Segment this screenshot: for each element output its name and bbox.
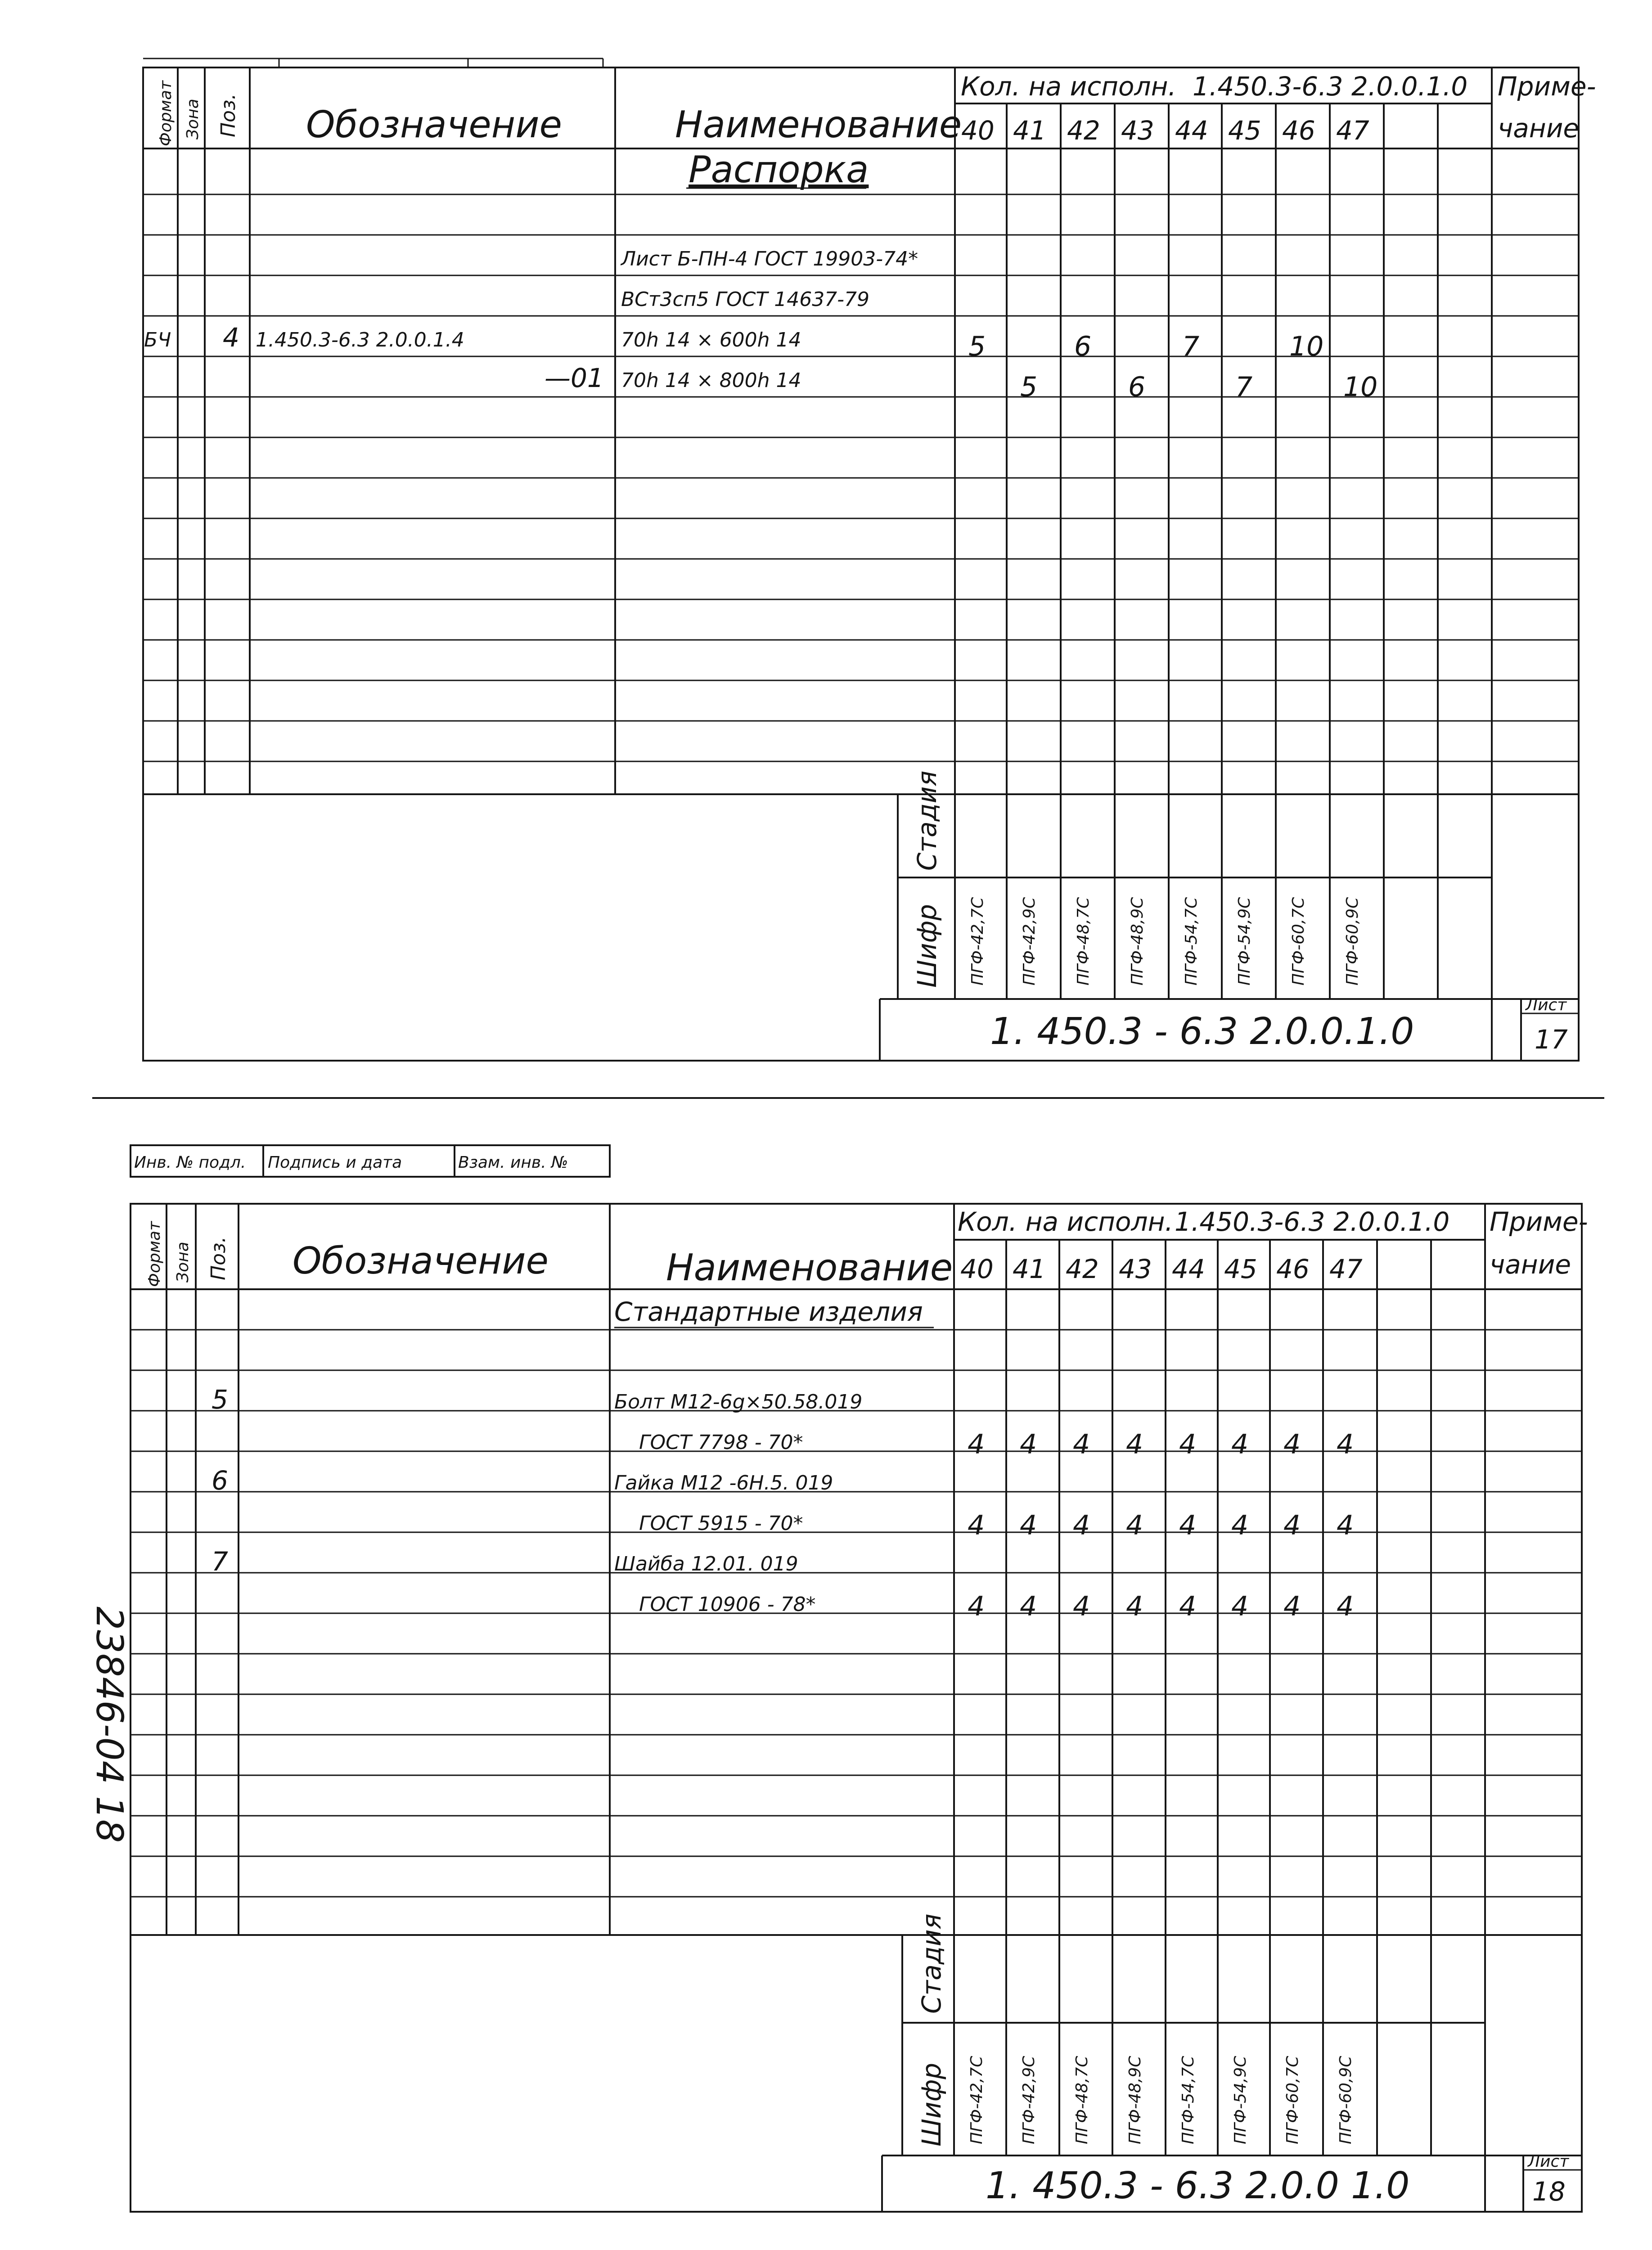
qty-cell: 6 (1074, 331, 1092, 362)
qty-doc-code: 1.450.3-6.3 2.0.0.1.0 (1175, 1206, 1450, 1237)
cipher-cell: ПГФ-42,9С (1020, 2056, 1038, 2144)
cipher-cell: ПГФ-48,7С (1073, 2056, 1091, 2144)
sheet-number: 18 (1532, 2176, 1566, 2207)
sheet-17-variant-columns (955, 104, 1438, 999)
cipher-cell: ПГФ-48,9С (1128, 897, 1147, 986)
variant-header-43: 43 (1119, 1254, 1152, 1284)
sheet-17-ciphers (968, 897, 1362, 986)
row-designation: —01 (545, 363, 604, 393)
qty-cell: 4 (1073, 1429, 1090, 1460)
cipher-cell: ПГФ-42,9С (1020, 897, 1039, 986)
section-title: Стандартные изделия (614, 1296, 923, 1327)
row-name: 70h 14 × 600h 14 (621, 328, 801, 351)
variant-header-44: 44 (1172, 1254, 1205, 1284)
row-name: Болт М12-6g×50.58.019 (614, 1390, 863, 1413)
row-name: Шайба 12.01. 019 (614, 1552, 798, 1575)
section-title: Распорка (689, 148, 869, 191)
qty-cell: 10 (1343, 371, 1378, 403)
qty-cell: 7 (1182, 331, 1200, 362)
name-header: Наименование (666, 1246, 953, 1289)
side-stamp: 23846-04 18 (88, 1606, 131, 1843)
qty-cell: 4 (1283, 1591, 1301, 1622)
sheet-18-variant-headers (960, 1254, 1363, 1284)
sheet-17-variant-headers (961, 115, 1369, 146)
cipher-cell: ПГФ-54,9С (1235, 897, 1254, 986)
row-name: Лист Б-ПН-4 ГОСТ 19903-74* (621, 248, 918, 270)
qty-cell: 4 (1231, 1429, 1249, 1460)
cipher-cell: ПГФ-60,9С (1337, 2056, 1355, 2144)
cipher-cell: ПГФ-42,7С (968, 897, 987, 986)
qty-cell: 4 (968, 1429, 985, 1460)
cipher-cell: ПГФ-60,7С (1289, 897, 1308, 986)
sheet-18-quantities (968, 1429, 1354, 1622)
note-header-2: чание (1498, 113, 1580, 144)
cipher-cell: ПГФ-48,9С (1126, 2056, 1144, 2144)
variant-header-40: 40 (961, 115, 995, 146)
format-header: Формат (145, 1221, 164, 1287)
pos-header: Поз. (217, 93, 240, 137)
sheet-18-frame (131, 1204, 1582, 2212)
cipher-cell: ПГФ-60,7С (1283, 2056, 1302, 2144)
stage-label: Стадия (912, 770, 942, 871)
qty-cell: 4 (1020, 1510, 1037, 1541)
variant-header-47: 47 (1336, 115, 1369, 146)
sheet-17 (143, 58, 1596, 1061)
qty-cell: 4 (1073, 1510, 1090, 1541)
name-header: Наименование (675, 104, 962, 146)
qty-cell: 4 (968, 1510, 985, 1541)
sheet-label: Лист (1528, 2152, 1569, 2171)
cipher-cell: ПГФ-54,7С (1182, 897, 1201, 986)
qty-cell: 4 (968, 1591, 985, 1622)
stamp-replace-label: Взам. инв. № (458, 1153, 568, 1172)
sheet-17-quantities (968, 331, 1377, 403)
variant-header-41: 41 (1013, 115, 1046, 146)
stamp-sign-label: Подпись и дата (268, 1153, 402, 1172)
qty-cell: 4 (1126, 1429, 1143, 1460)
zone-header: Зона (174, 1242, 192, 1282)
variant-header-43: 43 (1121, 115, 1154, 146)
variant-header-45: 45 (1228, 115, 1261, 146)
sheet-18 (88, 1145, 1588, 2212)
row-name: ГОСТ 10906 - 78* (639, 1593, 816, 1616)
cipher-cell: ПГФ-54,9С (1231, 2056, 1250, 2144)
sheet-17-frame (143, 68, 1579, 1061)
note-header-2: чание (1490, 1249, 1571, 1280)
row-format: БЧ (144, 328, 171, 351)
cipher-label: Шифр (916, 2062, 947, 2146)
row-name: Гайка М12 -6Н.5. 019 (614, 1472, 833, 1494)
sheet-18-ciphers (968, 2056, 1355, 2144)
variant-header-47: 47 (1329, 1254, 1363, 1284)
stage-label: Стадия (916, 1913, 947, 2014)
variant-header-42: 42 (1067, 115, 1100, 146)
qty-doc-code: 1.450.3-6.3 2.0.0.1.0 (1193, 71, 1468, 102)
cipher-label: Шифр (912, 904, 942, 988)
qty-cell: 4 (1126, 1591, 1143, 1622)
designation-header: Обозначение (306, 104, 562, 146)
row-pos: 5 (212, 1384, 228, 1415)
row-designation: 1.450.3-6.3 2.0.0.1.4 (256, 328, 464, 351)
cipher-cell: ПГФ-54,7С (1179, 2056, 1197, 2144)
variant-header-42: 42 (1066, 1254, 1099, 1284)
note-header-1: Приме- (1498, 71, 1596, 102)
zone-header: Зона (184, 99, 202, 140)
cipher-cell: ПГФ-42,7С (968, 2056, 986, 2144)
qty-cell: 4 (1231, 1591, 1249, 1622)
sheet-17-row-lines (143, 194, 1579, 761)
qty-cell: 4 (1020, 1429, 1037, 1460)
row-pos: 6 (212, 1465, 228, 1496)
qty-cell: 7 (1235, 371, 1253, 403)
qty-header: Кол. на исполн. (958, 1206, 1173, 1237)
variant-header-45: 45 (1224, 1254, 1257, 1284)
cipher-cell: ПГФ-60,9С (1343, 897, 1362, 986)
sheet-label: Лист (1526, 996, 1567, 1014)
qty-cell: 4 (1337, 1510, 1354, 1541)
qty-cell: 5 (1020, 371, 1038, 403)
qty-header: Кол. на исполн. (961, 71, 1176, 102)
row-pos: 7 (212, 1546, 228, 1577)
note-header-1: Приме- (1490, 1206, 1588, 1237)
variant-header-44: 44 (1175, 115, 1208, 146)
variant-header-41: 41 (1013, 1254, 1046, 1284)
row-name: ГОСТ 7798 - 70* (639, 1431, 803, 1454)
qty-cell: 4 (1073, 1591, 1090, 1622)
qty-cell: 4 (1126, 1510, 1143, 1541)
row-name: ВСт3сп5 ГОСТ 14637-79 (621, 288, 870, 311)
row-name: 70h 14 × 800h 14 (621, 369, 801, 392)
sheet-number: 17 (1535, 1024, 1568, 1055)
qty-cell: 4 (1231, 1510, 1249, 1541)
designation-header: Обозначение (293, 1240, 549, 1282)
row-name: ГОСТ 5915 - 70* (639, 1512, 803, 1535)
sheet-18-variant-columns (954, 1240, 1431, 2156)
qty-cell: 4 (1283, 1510, 1301, 1541)
qty-cell: 6 (1128, 371, 1146, 403)
cipher-cell: ПГФ-48,7С (1074, 897, 1093, 986)
qty-cell: 4 (1283, 1429, 1301, 1460)
stamp-code: 1. 450.3 - 6.3 2.0.0 1.0 (986, 2164, 1410, 2207)
sheet-18-row-lines (131, 1330, 1582, 1897)
qty-cell: 4 (1337, 1429, 1354, 1460)
qty-cell: 5 (968, 331, 986, 362)
qty-cell: 4 (1179, 1591, 1197, 1622)
qty-cell: 4 (1020, 1591, 1037, 1622)
qty-cell: 10 (1289, 331, 1324, 362)
qty-cell: 4 (1179, 1429, 1197, 1460)
row-pos: 4 (223, 322, 239, 353)
variant-header-40: 40 (960, 1254, 994, 1284)
stamp-code: 1. 450.3 - 6.3 2.0.0.1.0 (990, 1010, 1414, 1053)
variant-header-46: 46 (1282, 115, 1315, 146)
format-header: Формат (157, 80, 175, 146)
variant-header-46: 46 (1276, 1254, 1310, 1284)
stamp-inv-label: Инв. № подл. (134, 1153, 246, 1172)
qty-cell: 4 (1179, 1510, 1197, 1541)
pos-header: Поз. (207, 1236, 230, 1280)
qty-cell: 4 (1337, 1591, 1354, 1622)
